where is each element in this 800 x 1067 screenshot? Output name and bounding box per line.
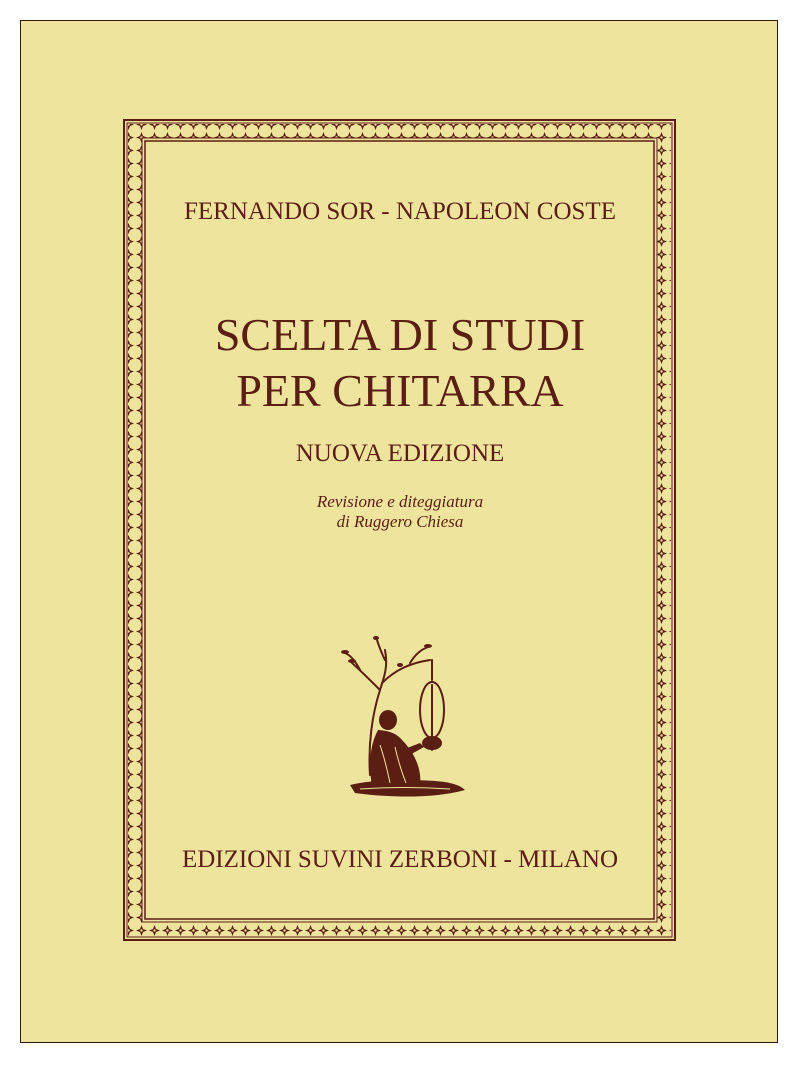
credit-line-1: Revisione e diteggiatura [316, 492, 484, 511]
title-line-1: SCELTA DI STUDI [214, 309, 586, 360]
credit-line-2: di Ruggero Chiesa [336, 512, 464, 531]
authors: FERNANDO SOR - NAPOLEON COSTE [184, 198, 616, 225]
title-line-2: PER CHITARRA [236, 365, 564, 416]
edition: NUOVA EDIZIONE [295, 440, 505, 467]
woodcut-illustration [340, 635, 470, 815]
publisher: EDIZIONI SUVINI ZERBONI - MILANO [181, 846, 619, 873]
